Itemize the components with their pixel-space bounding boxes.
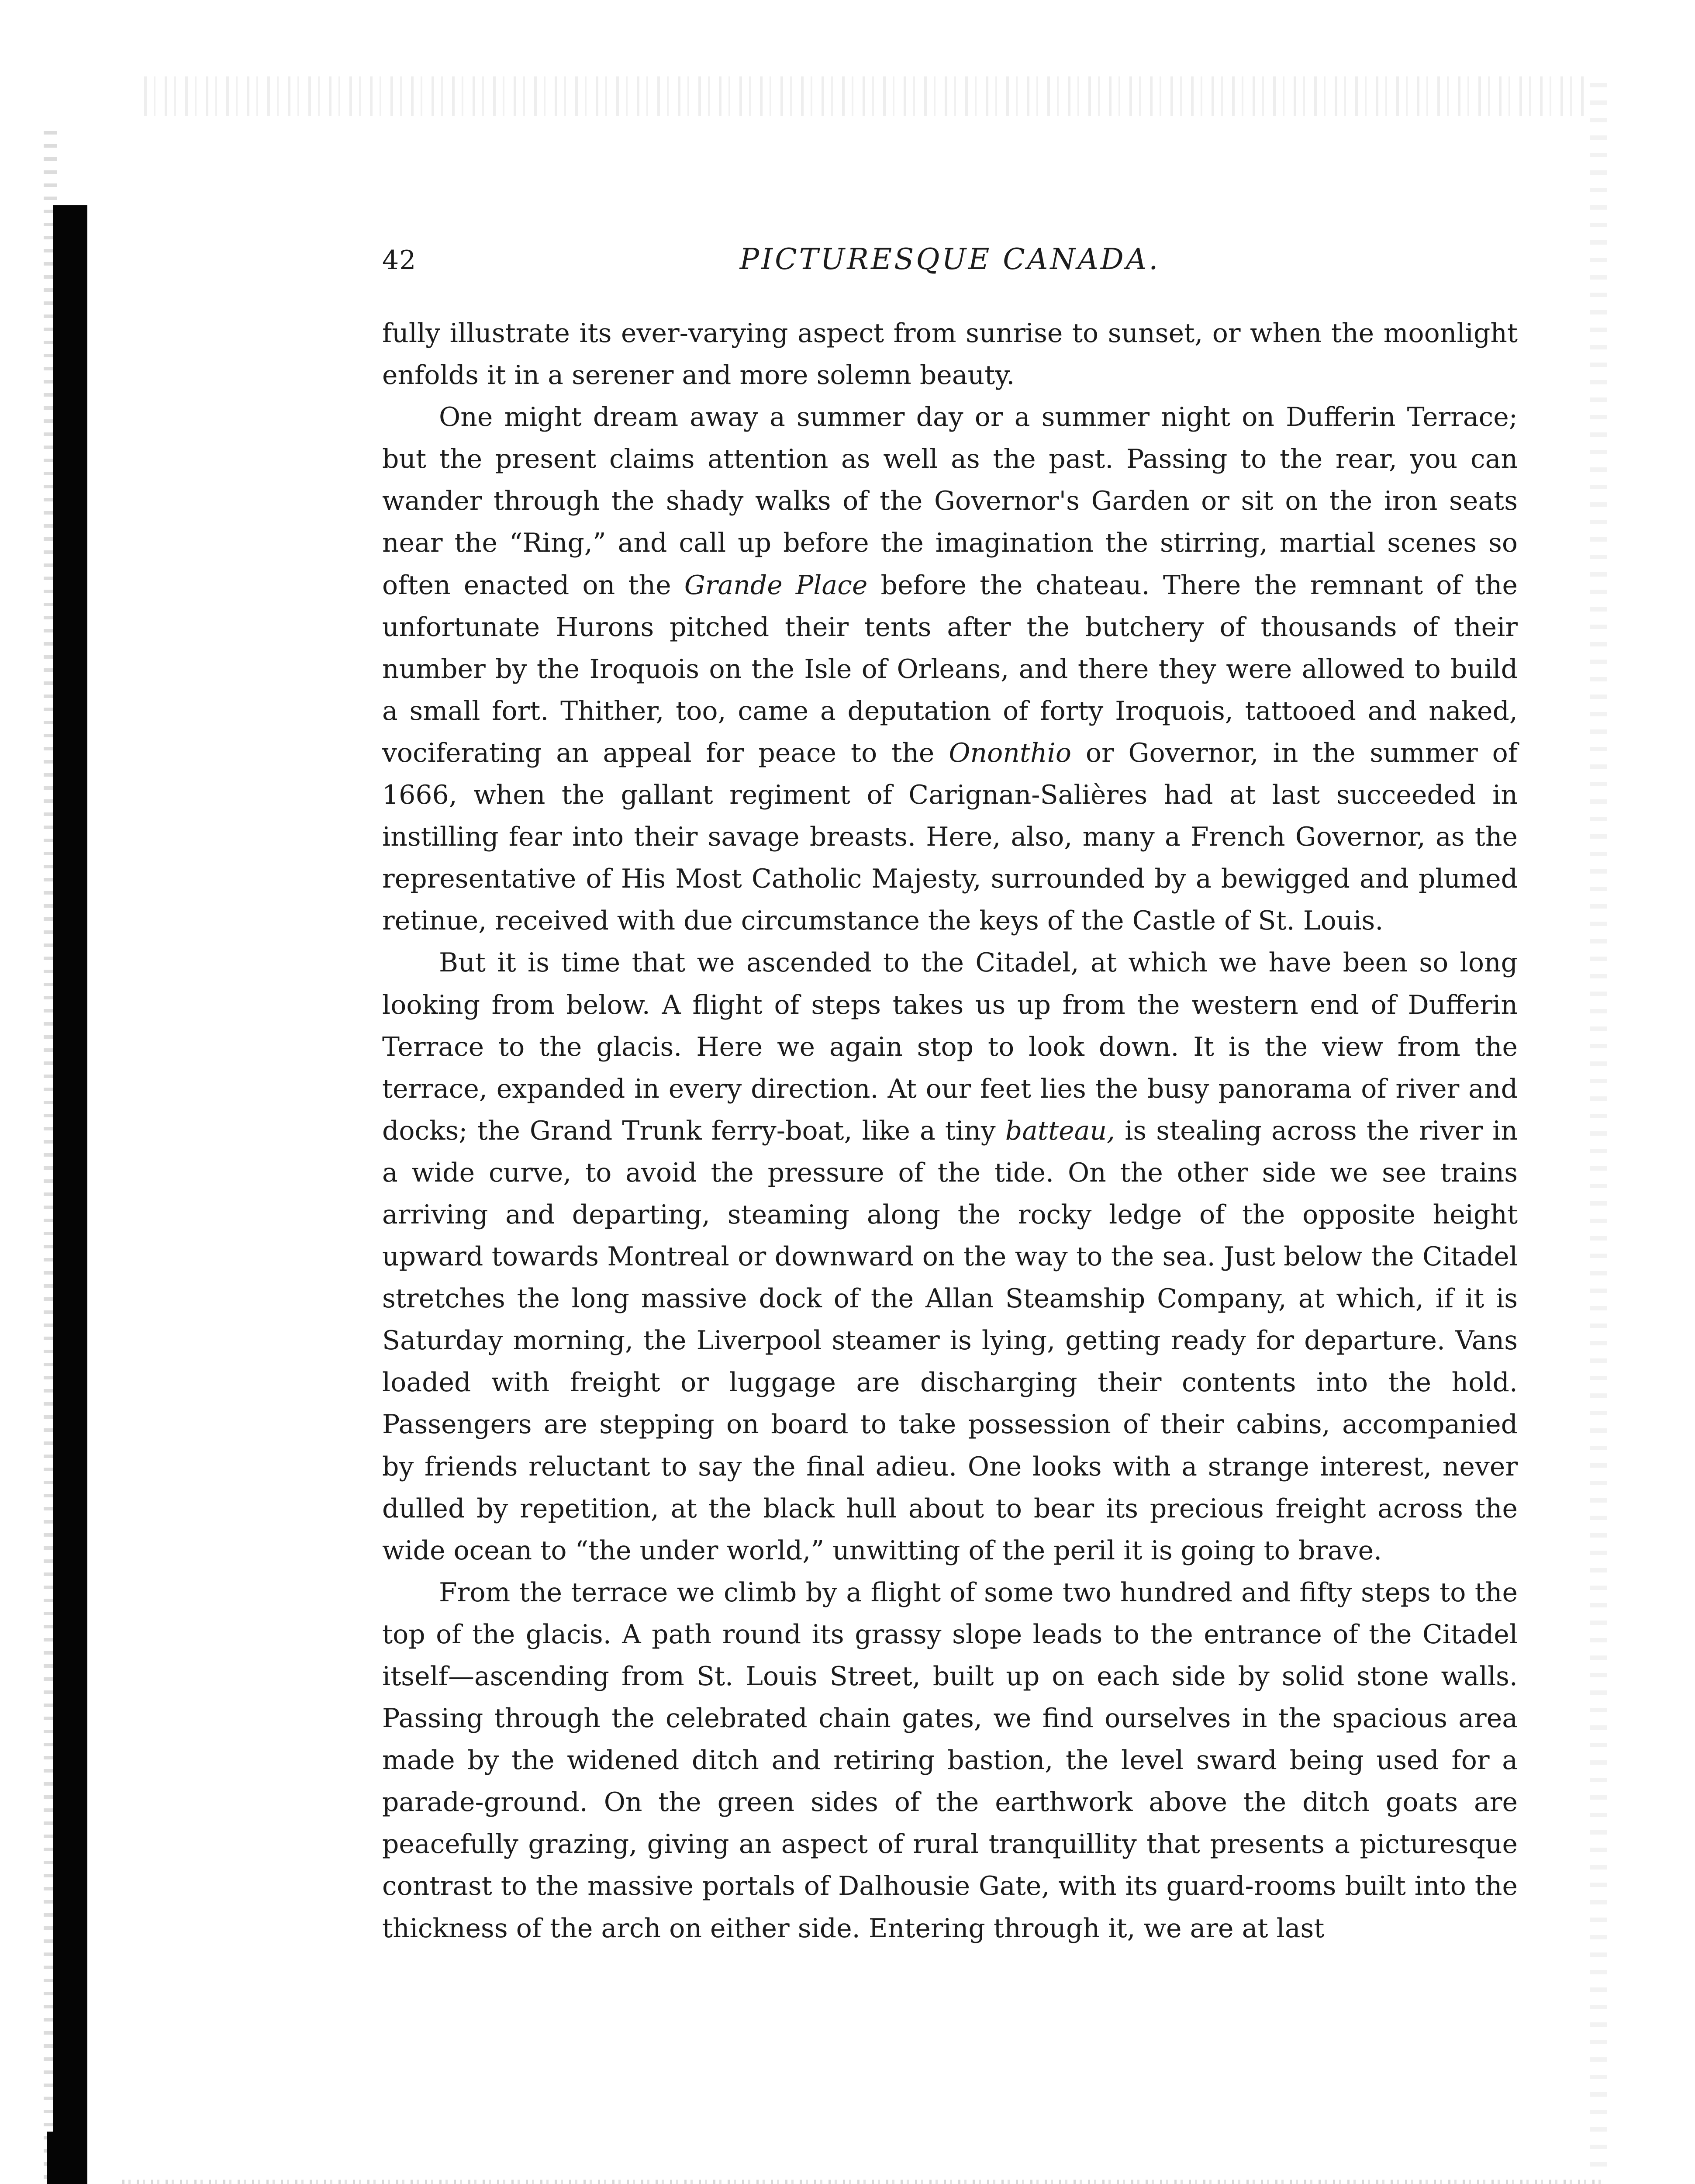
paragraph-2-text-1: One might dream away a summer day or a summer night on Dufferin Terrace; but the present claims attention as well as the past. Passing to the rear, you can wander through the shady walks of the Governor's Garden or sit on the iron seats near the “Ring,” and call up before the imagination the stirring, martial scenes so often enacted on the: [382, 402, 1518, 601]
body-text: [382, 312, 1518, 1949]
binding-shadow: [53, 205, 87, 2184]
paragraph-4: [382, 1572, 1518, 1949]
paragraph-1: [382, 312, 1518, 396]
scan-edge-right: [1590, 83, 1607, 2180]
paragraph-3-text-1: But it is time that we ascended to the Citadel, at which we have been so long looking from below. A flight of steps takes us up from the western end of Dufferin Terrace to the glacis. Here we again stop to look down. It is the view from the terrace, expanded in every direction. At our feet lies the busy panorama of river and docks; the Grand Trunk ferry-boat, like a tiny: [382, 947, 1518, 1146]
paragraph-2: [382, 396, 1518, 942]
paragraph-4-text-1: From the terrace we climb by a flight of some two hundred and fifty steps to the top of the glacis. A path round its grassy slope leads to the entrance of the Citadel itself—ascending from St. Louis Street, built up on each side by solid stone walls. Passing through the celebrated chain gates, we find ourselves in the spacious area made by the widened ditch and retiring bastion, the level sward being used for a parade-ground. On the green sides of the earthwork above the ditch goats are peacefully grazing, giving an aspect of rural tranquillity that presents a picturesque contrast to the massive portals of Dalhousie Gate, with its guard-rooms built into the thickness of the arch on either side. Entering through it, we are at last: [382, 1577, 1518, 1944]
paragraph-2-italic-grande-place: Grande Place: [684, 570, 868, 601]
binding-shadow-foot: [47, 2132, 65, 2184]
paragraph-2-italic-ononthio: Ononthio: [949, 737, 1071, 768]
paragraph-3: [382, 942, 1518, 1571]
running-title: PICTURESQUE CANADA.: [739, 242, 1160, 276]
page-header: [382, 242, 1518, 282]
paragraph-2-text-3: or Governor, in the summer of 1666, when the gallant regiment of Carignan-Salières had at last succeeded in instilling fear into their savage breasts. Here, also, many a French Governor, as the representative of His Most Catholic Majesty, surrounded by a bewigged and plumed retinue, received with due circumstance the keys of the Castle of St. Louis.: [382, 737, 1518, 936]
paragraph-2-text-2: before the chateau. There the remnant of the unfortunate Hurons pitched their tents after the butchery of thousands of their number by the Iroquois on the Isle of Orleans, and there they were allowed to build a small fort. Thither, too, came a deputation of forty Iroquois, tattooed and naked, vociferating an appeal for peace to the: [382, 570, 1518, 768]
page-number: 42: [382, 245, 417, 276]
scan-edge-bottom: [122, 2180, 1607, 2184]
paragraph-3-text-2: is stealing across the river in a wide curve, to avoid the pressure of the tide. On the other side we see trains arriving and departing, steaming along the rocky ledge of the opposite height upward towards Montreal or downward on the way to the sea. Just below the Citadel stretches the long massive dock of the Allan Steamship Company, at which, if it is Saturday morning, the Liverpool steamer is lying, getting ready for departure. Vans loaded with freight or luggage are discharging their contents into the hold. Passengers are stepping on board to take possession of their cabins, accompanied by friends reluctant to say the final adieu. One looks with a strange interest, never dulled by repetition, at the black hull about to bear its precious freight across the wide ocean to “the under world,” unwitting of the peril it is going to brave.: [382, 1115, 1518, 1566]
scan-edge-top: [144, 76, 1585, 116]
paragraph-3-italic-batteau: batteau,: [1005, 1115, 1115, 1146]
paragraph-1-text-1: fully illustrate its ever-varying aspect from sunrise to sunset, or when the moonlight enfolds it in a serener and more solemn beauty.: [382, 318, 1518, 391]
